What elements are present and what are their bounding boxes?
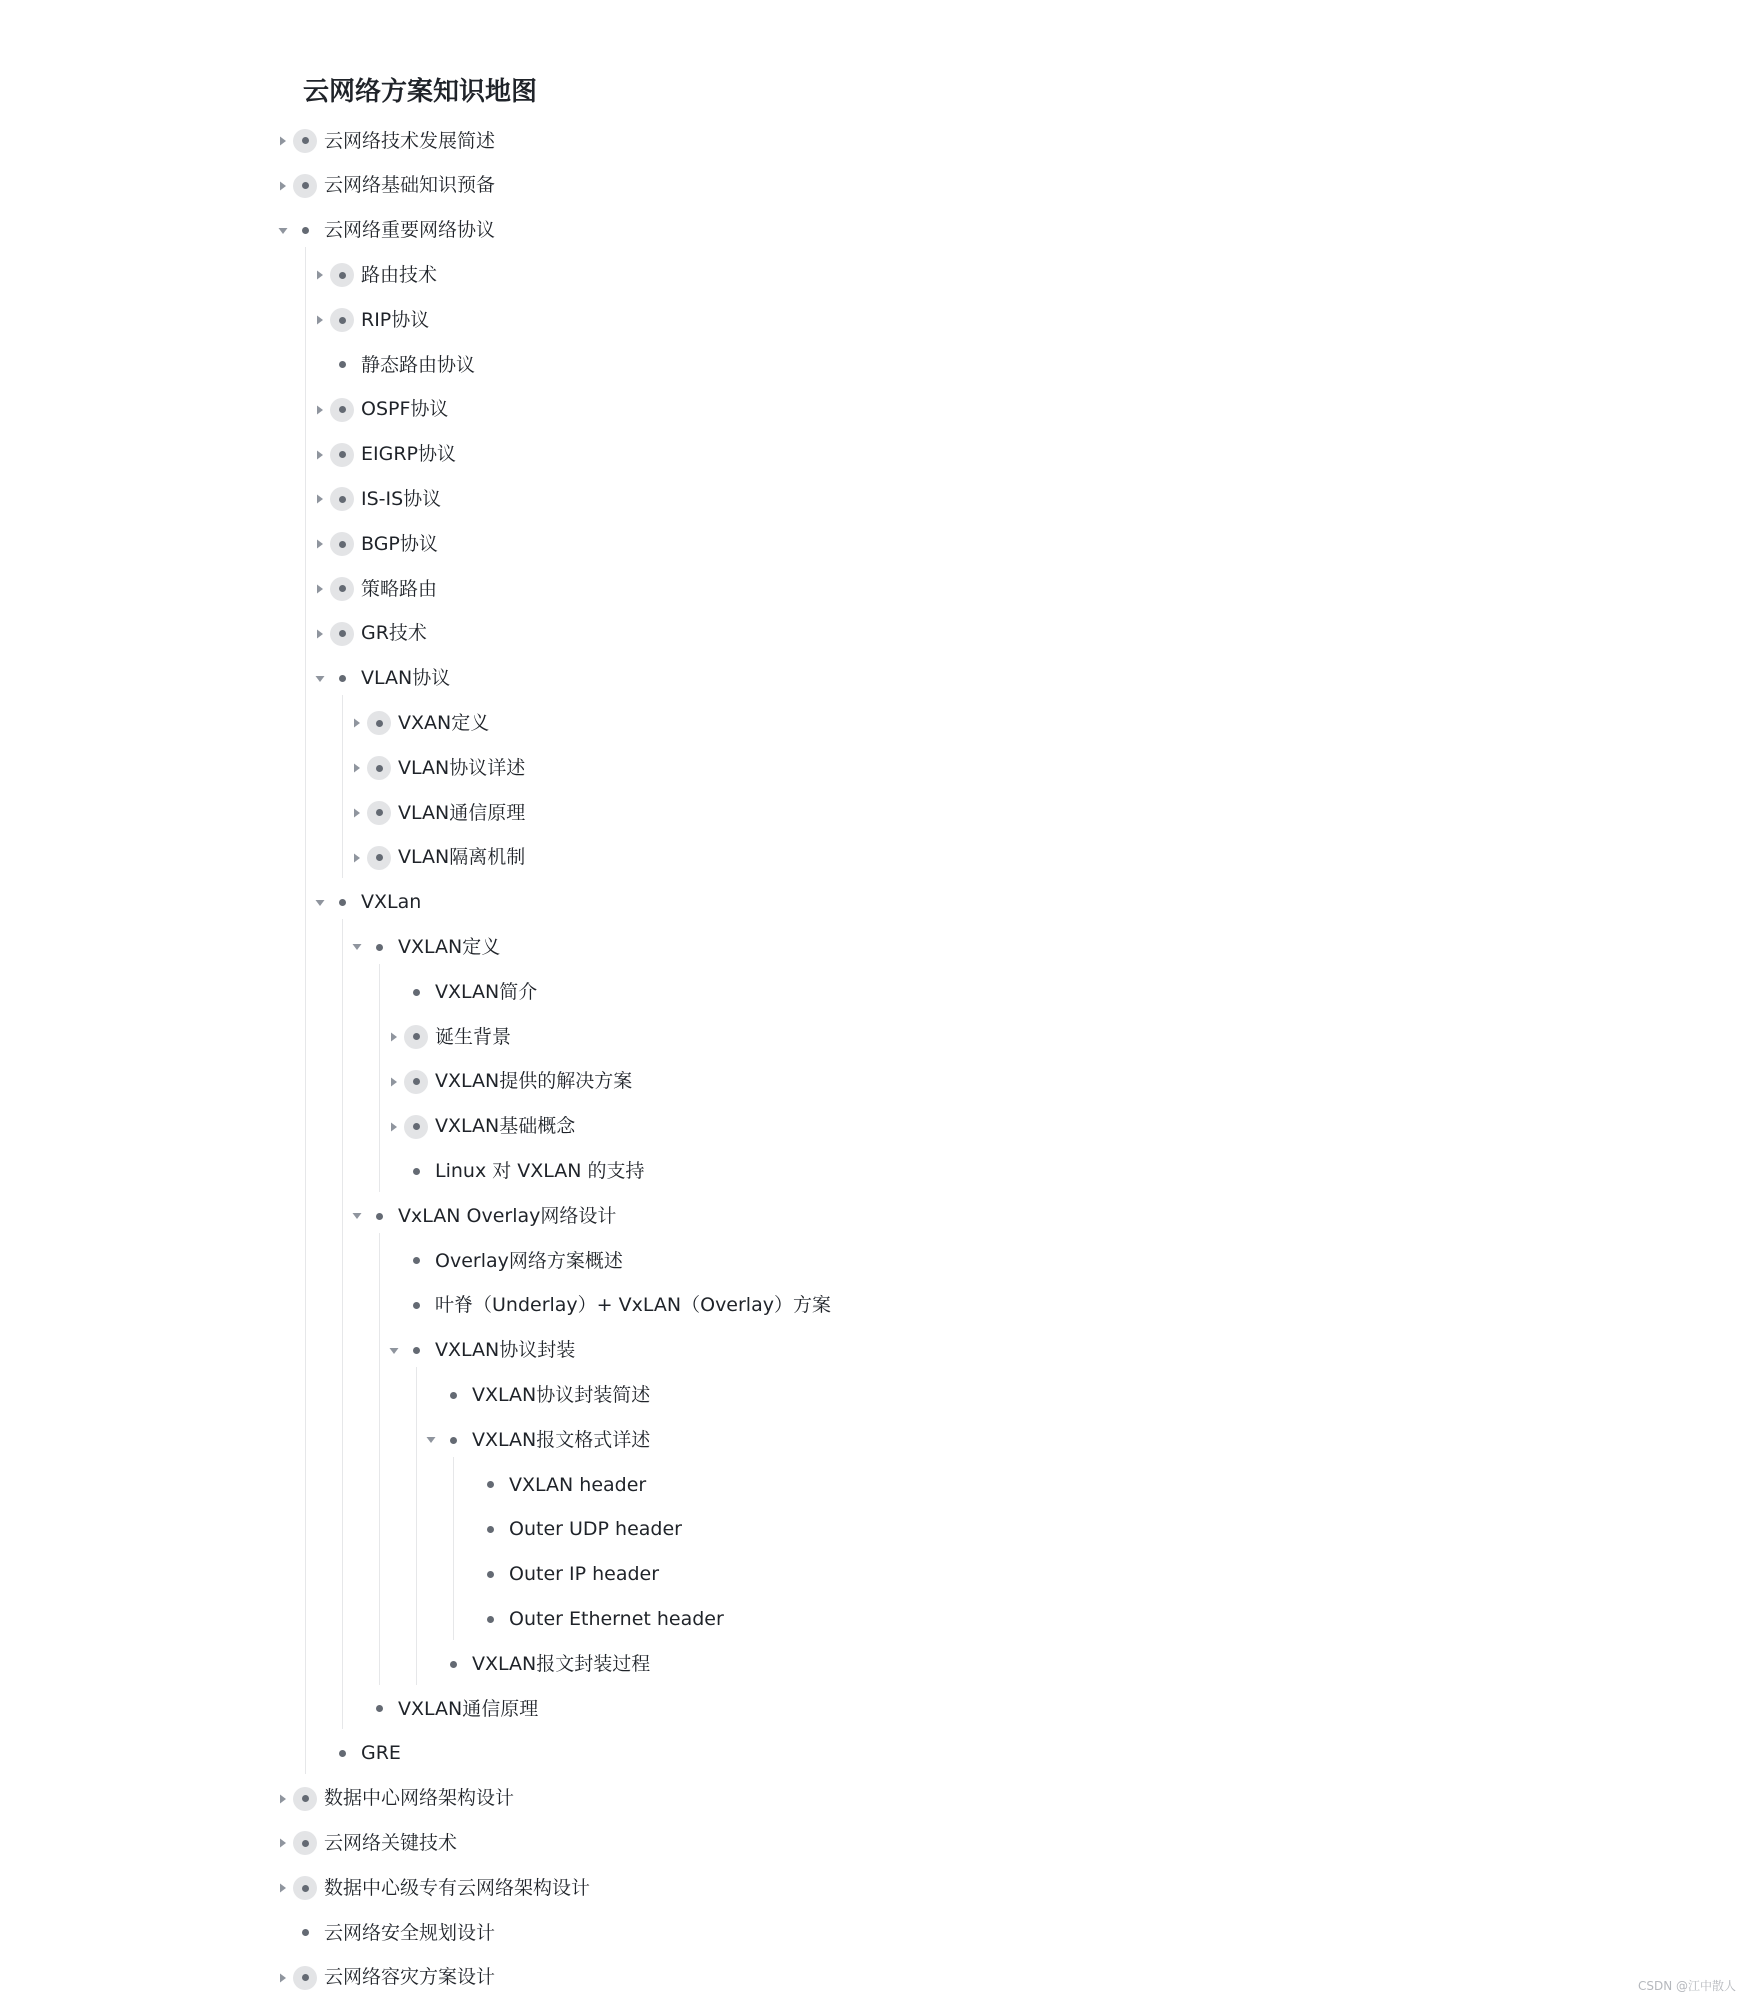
caret-down-icon[interactable] [347, 937, 367, 957]
tree-node[interactable] [445, 1597, 1706, 1642]
node-label-vxlan[interactable]: VXLAN协议封装 [435, 1339, 576, 1362]
caret-down-icon[interactable] [310, 669, 330, 689]
tree-node[interactable] [371, 970, 1706, 1015]
node-label-node[interactable]: 云网络关键技术 [324, 1832, 458, 1854]
bullet-dot [450, 1392, 457, 1399]
bullet-dot [339, 1750, 346, 1757]
tree-node[interactable] [334, 835, 1706, 880]
tree-node[interactable] [297, 567, 1706, 612]
tree-node[interactable] [260, 1866, 1706, 1911]
caret-right-icon[interactable] [347, 848, 367, 868]
bullet-dot [487, 1571, 494, 1578]
bullet-dot-icon[interactable] [441, 1652, 465, 1676]
bullet-dot-icon[interactable] [293, 1787, 317, 1811]
bullet-dot-icon[interactable] [330, 487, 354, 511]
node-label-underlay-vxlan-overlay[interactable]: 叶脊（Underlay）+ VxLAN（Overlay）方案 [435, 1294, 831, 1317]
node-label-vxlan[interactable]: VXLAN通信原理 [398, 1697, 539, 1720]
tree-node[interactable] [297, 880, 1706, 925]
tree-node[interactable] [297, 432, 1706, 477]
tree-node[interactable] [297, 298, 1706, 343]
node-label-node[interactable]: 路由技术 [361, 264, 438, 286]
bullet-dot-icon[interactable] [404, 980, 428, 1004]
bullet-dot-icon[interactable] [330, 667, 354, 691]
tree-node[interactable] [371, 1283, 1706, 1328]
bullet-dot [302, 227, 309, 234]
caret-right-icon[interactable] [347, 713, 367, 733]
tree-node[interactable] [371, 1328, 1706, 1373]
node-label-ospf[interactable]: OSPF协议 [361, 398, 449, 421]
bullet-dot [302, 182, 309, 189]
bullet-dot [413, 989, 420, 996]
node-label-vxlan[interactable]: VXLAN基础概念 [435, 1115, 576, 1138]
bullet-dot-icon[interactable] [367, 756, 391, 780]
bullet-dot-icon[interactable] [367, 935, 391, 959]
tree-node[interactable] [297, 343, 1706, 388]
bullet-dot [487, 1616, 494, 1623]
caret-right-icon[interactable] [310, 624, 330, 644]
bullet-dot [413, 1302, 420, 1309]
bullet-dot-icon[interactable] [478, 1518, 502, 1542]
caret-right-icon[interactable] [347, 803, 367, 823]
tree-node[interactable] [260, 1821, 1706, 1866]
bullet-dot [376, 720, 383, 727]
bullet-dot-icon[interactable] [293, 1876, 317, 1900]
node-label-bgp[interactable]: BGP协议 [361, 532, 438, 555]
bullet-dot [339, 630, 346, 637]
bullet-dot [339, 675, 346, 682]
bullet-dot [302, 1885, 309, 1892]
tree-node[interactable] [334, 701, 1706, 746]
node-label-vxlan[interactable]: VXLAN报文格式详述 [472, 1428, 651, 1451]
node-label-vxlan[interactable]: VXLan [361, 891, 422, 914]
bullet-dot [450, 1437, 457, 1444]
caret-right-icon[interactable] [310, 534, 330, 554]
bullet-dot-icon[interactable] [404, 1070, 428, 1094]
tree-node[interactable] [297, 477, 1706, 522]
caret-right-icon[interactable] [310, 400, 330, 420]
node-label-gr[interactable]: GR技术 [361, 622, 427, 645]
node-label-node[interactable]: 静态路由协议 [361, 353, 476, 376]
tree-node[interactable] [334, 1687, 1706, 1732]
caret-right-icon[interactable] [310, 489, 330, 509]
caret-right-icon[interactable] [273, 1878, 293, 1898]
node-label-vlan[interactable]: VLAN隔离机制 [398, 846, 526, 869]
indent-guide-line [379, 1233, 380, 1685]
bullet-dot-icon[interactable] [441, 1383, 465, 1407]
bullet-dot-icon[interactable] [293, 1921, 317, 1945]
bullet-dot [413, 1168, 420, 1175]
tree-node[interactable] [297, 253, 1706, 298]
node-label-is-is[interactable]: IS-IS协议 [361, 488, 442, 510]
node-label-node[interactable]: 云网络安全规划设计 [324, 1921, 496, 1944]
tree-node[interactable] [260, 1955, 1706, 2000]
tree-node[interactable] [260, 208, 1706, 253]
caret-right-icon[interactable] [347, 758, 367, 778]
watermark: CSDN @江中散人 [1637, 1979, 1736, 1993]
bullet-dot [339, 541, 346, 548]
tree-node[interactable] [260, 1776, 1706, 1821]
bullet-dot [339, 317, 346, 324]
tree-node[interactable] [260, 119, 1706, 164]
node-label-vxlan-header[interactable]: VXLAN header [509, 1473, 647, 1496]
bullet-dot [376, 765, 383, 772]
caret-right-icon[interactable] [384, 1117, 404, 1137]
bullet-dot-icon[interactable] [404, 1339, 428, 1363]
caret-down-icon[interactable] [310, 893, 330, 913]
bullet-dot [302, 1795, 309, 1802]
tree-node[interactable] [408, 1642, 1706, 1687]
tree-node[interactable] [371, 1149, 1706, 1194]
tree-node[interactable] [297, 1731, 1706, 1776]
bullet-dot-icon[interactable] [478, 1607, 502, 1631]
bullet-dot-icon[interactable] [293, 174, 317, 198]
tree-node[interactable] [334, 1194, 1706, 1239]
bullet-dot-icon[interactable] [367, 1204, 391, 1228]
node-label-vxlan[interactable]: VXLAN协议封装简述 [472, 1384, 651, 1406]
node-label-vxlan[interactable]: VXLAN提供的解决方案 [435, 1070, 633, 1093]
bullet-dot-icon[interactable] [404, 1294, 428, 1318]
caret-right-icon[interactable] [273, 1833, 293, 1853]
node-label-overlay[interactable]: Overlay网络方案概述 [435, 1249, 623, 1272]
bullet-dot-icon[interactable] [404, 1115, 428, 1139]
bullet-dot [376, 944, 383, 951]
bullet-dot [339, 451, 346, 458]
caret-right-icon[interactable] [273, 176, 293, 196]
caret-right-icon[interactable] [384, 1072, 404, 1092]
bullet-dot [302, 137, 309, 144]
node-label-node[interactable]: 策略路由 [361, 577, 438, 600]
bullet-dot-icon[interactable] [330, 622, 354, 646]
node-label-node[interactable]: 数据中心级专有云网络架构设计 [324, 1876, 591, 1899]
tree-node[interactable] [334, 791, 1706, 836]
indent-guide-line [379, 964, 380, 1192]
tree-node[interactable] [371, 1059, 1706, 1104]
bullet-dot [413, 1123, 420, 1130]
bullet-dot-icon[interactable] [441, 1428, 465, 1452]
bullet-dot [487, 1526, 494, 1533]
bullet-dot-icon[interactable] [330, 353, 354, 377]
tree-node[interactable] [260, 163, 1706, 208]
node-label-vxlan[interactable]: VXLAN简介 [435, 980, 538, 1003]
node-label-node[interactable]: 云网络重要网络协议 [324, 219, 496, 242]
tree-node[interactable] [260, 1911, 1706, 1956]
bullet-dot-icon[interactable] [367, 801, 391, 825]
indent-guide-line [342, 695, 343, 878]
node-label-node[interactable]: 云网络容灾方案设计 [324, 1966, 496, 1989]
tree-node[interactable] [371, 1104, 1706, 1149]
bullet-dot [339, 585, 346, 592]
node-label-linux-vxlan[interactable]: Linux 对 VXLAN 的支持 [435, 1160, 645, 1182]
indent-guide-line [305, 247, 306, 1774]
node-label-node[interactable]: 数据中心网络架构设计 [324, 1787, 515, 1810]
bullet-dot-icon[interactable] [293, 1966, 317, 1990]
bullet-dot-icon[interactable] [330, 308, 354, 332]
bullet-dot-icon[interactable] [478, 1473, 502, 1497]
caret-right-icon[interactable] [310, 445, 330, 465]
caret-right-icon[interactable] [273, 131, 293, 151]
caret-down-icon[interactable] [273, 221, 293, 241]
bullet-dot [339, 496, 346, 503]
node-label-rip[interactable]: RIP协议 [361, 308, 430, 331]
bullet-dot [413, 1257, 420, 1264]
node-label-vxlan[interactable]: VXLAN定义 [398, 936, 501, 958]
bullet-dot-icon[interactable] [330, 1742, 354, 1766]
bullet-dot-icon[interactable] [367, 1697, 391, 1721]
node-label-node[interactable]: 云网络技术发展简述 [324, 129, 496, 152]
bullet-dot [376, 1705, 383, 1712]
node-label-vxlan[interactable]: VXLAN报文封装过程 [472, 1652, 651, 1675]
bullet-dot [450, 1661, 457, 1668]
bullet-dot [376, 1213, 383, 1220]
node-label-vlan[interactable]: VLAN通信原理 [398, 801, 526, 824]
bullet-dot-icon[interactable] [293, 219, 317, 243]
bullet-dot-icon[interactable] [330, 263, 354, 287]
bullet-dot [302, 1840, 309, 1847]
node-label-outer-ip-header[interactable]: Outer IP header [509, 1563, 660, 1586]
bullet-dot-icon[interactable] [330, 577, 354, 601]
caret-right-icon[interactable] [273, 1789, 293, 1809]
caret-right-icon[interactable] [310, 265, 330, 285]
bullet-dot-icon[interactable] [404, 1025, 428, 1049]
bullet-dot-icon[interactable] [330, 443, 354, 467]
bullet-dot-icon[interactable] [404, 1159, 428, 1183]
tree-node[interactable] [297, 522, 1706, 567]
bullet-dot-icon[interactable] [330, 398, 354, 422]
bullet-dot [339, 406, 346, 413]
tree-node[interactable] [334, 746, 1706, 791]
bullet-dot [302, 1929, 309, 1936]
node-label-vlan[interactable]: VLAN协议详述 [398, 756, 526, 779]
tree-node[interactable] [297, 387, 1706, 432]
bullet-dot [339, 272, 346, 279]
caret-right-icon[interactable] [310, 310, 330, 330]
bullet-dot-icon[interactable] [367, 846, 391, 870]
bullet-dot [376, 854, 383, 861]
node-label-eigrp[interactable]: EIGRP协议 [361, 443, 456, 466]
caret-right-icon[interactable] [384, 1027, 404, 1047]
node-label-vxlan-overlay[interactable]: VxLAN Overlay网络设计 [398, 1204, 617, 1227]
node-label-outer-ethernet-header[interactable]: Outer Ethernet header [509, 1608, 724, 1630]
tree-node[interactable] [297, 656, 1706, 701]
node-label-gre[interactable]: GRE [361, 1742, 401, 1765]
caret-right-icon[interactable] [310, 579, 330, 599]
caret-down-icon[interactable] [347, 1206, 367, 1226]
tree-node[interactable] [445, 1463, 1706, 1508]
indent-guide-line [342, 919, 343, 1729]
node-label-node[interactable]: 云网络基础知识预备 [324, 174, 496, 197]
bullet-dot-icon[interactable] [293, 129, 317, 153]
node-label-vxan[interactable]: VXAN定义 [398, 712, 490, 734]
bullet-dot [302, 1974, 309, 1981]
bullet-dot [339, 899, 346, 906]
bullet-dot-icon[interactable] [330, 532, 354, 556]
bullet-dot-icon[interactable] [293, 1831, 317, 1855]
bullet-dot-icon[interactable] [404, 1249, 428, 1273]
page-title[interactable]: 云网络方案知识地图 [303, 77, 538, 107]
tree-node[interactable] [445, 1552, 1706, 1597]
tree-node[interactable] [371, 1015, 1706, 1060]
tree-node[interactable] [297, 611, 1706, 656]
bullet-dot [487, 1481, 494, 1488]
tree-node[interactable] [445, 1507, 1706, 1552]
node-label-vlan[interactable]: VLAN协议 [361, 667, 451, 690]
caret-right-icon[interactable] [273, 1968, 293, 1988]
bullet-dot [339, 361, 346, 368]
tree-node[interactable] [408, 1418, 1706, 1463]
bullet-dot [413, 1078, 420, 1085]
node-label-node[interactable]: 诞生背景 [435, 1025, 512, 1048]
tree-node[interactable] [334, 925, 1706, 970]
indent-guide-line [453, 1457, 454, 1640]
caret-down-icon[interactable] [421, 1430, 441, 1450]
bullet-dot [376, 809, 383, 816]
node-label-outer-udp-header[interactable]: Outer UDP header [509, 1518, 682, 1541]
bullet-dot-icon[interactable] [330, 891, 354, 915]
indent-guide-line [416, 1367, 417, 1685]
tree-node[interactable] [371, 1239, 1706, 1284]
bullet-dot-icon[interactable] [478, 1563, 502, 1587]
bullet-dot [413, 1347, 420, 1354]
tree-node[interactable] [408, 1373, 1706, 1418]
bullet-dot [413, 1033, 420, 1040]
caret-down-icon[interactable] [384, 1341, 404, 1361]
bullet-dot-icon[interactable] [367, 711, 391, 735]
